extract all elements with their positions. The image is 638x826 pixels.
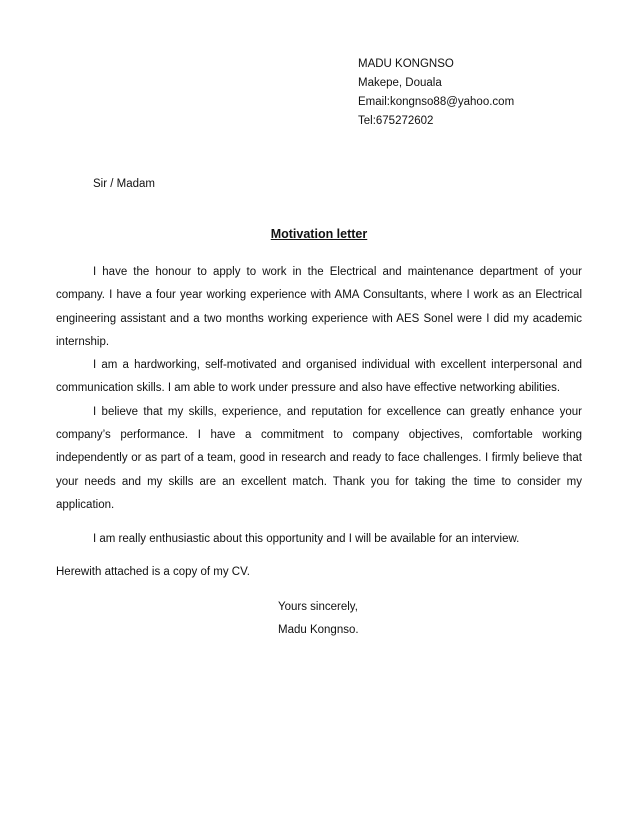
salutation: Sir / Madam bbox=[93, 178, 155, 190]
attachment-note: Herewith attached is a copy of my CV. bbox=[56, 566, 250, 578]
body-paragraph-1: I have the honour to apply to work in the Electrical and maintenance department of your company. I have a four year working experience with AMA Consultants, where I work as an Electrical engineering assistant and a two months working experience with AES Sonel were I did my academic internship. bbox=[56, 266, 582, 348]
body-paragraph-2: I am a hardworking, self-motivated and organised individual with excellent interpersonal and communication skills. I am able to work under pressure and also have effective networking abilities. bbox=[56, 359, 582, 395]
sender-address: Makepe, Douala bbox=[358, 77, 442, 89]
body-paragraph-3: I believe that my skills, experience, and reputation for excellence can greatly enhance your company’s performance. I have a commitment to company objectives, comfortable working independently or as part of a team, good in research and ready to face challenges. I firmly believe that your needs and my skills are an excellent match. Thank you for taking the time to consider my application. bbox=[56, 405, 582, 511]
body-paragraph-4: I am really enthusiastic about this opportunity and I will be available for an interview. bbox=[93, 533, 520, 546]
signature-name: Madu Kongnso. bbox=[278, 624, 359, 636]
letter-title bbox=[0, 227, 638, 241]
sender-phone: Tel:675272602 bbox=[358, 115, 434, 127]
closing-block bbox=[278, 596, 359, 642]
sender-email: Email:kongnso88@yahoo.com bbox=[358, 96, 515, 108]
sender-name: MADU KONGNSO bbox=[358, 58, 454, 70]
sender-block bbox=[358, 55, 514, 131]
letter-body bbox=[56, 261, 582, 552]
valediction: Yours sincerely, bbox=[278, 601, 358, 613]
letter-title-text: Motivation letter bbox=[270, 227, 368, 241]
